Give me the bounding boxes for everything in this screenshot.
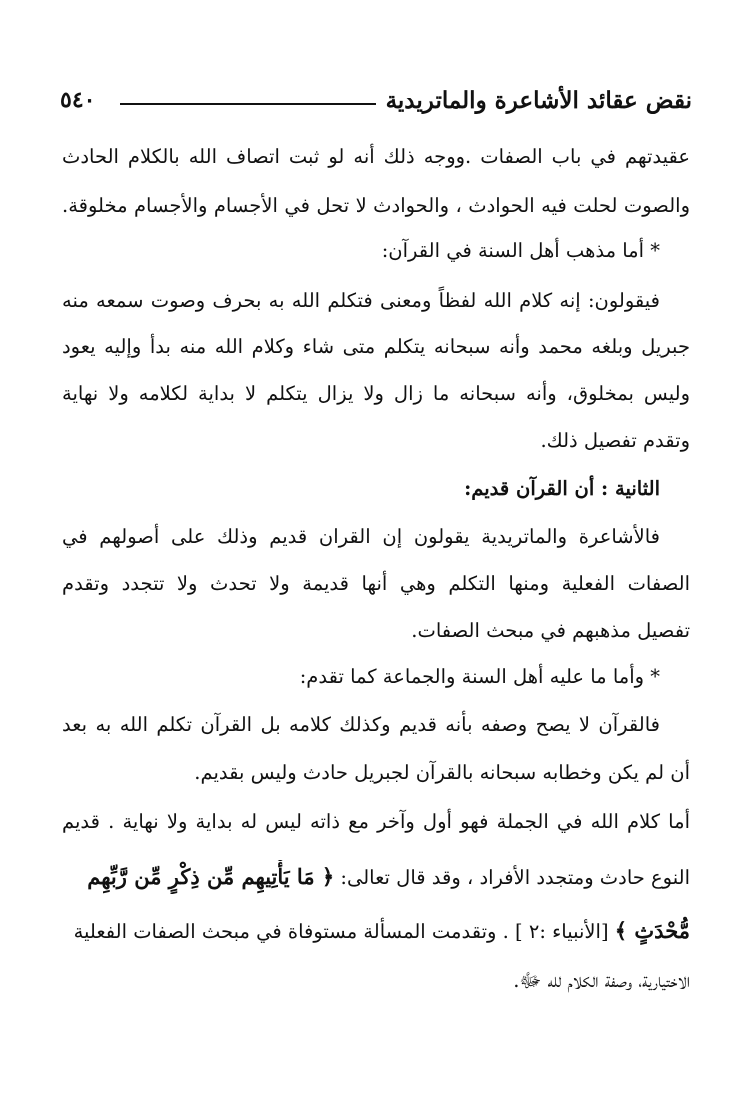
text-line bbox=[62, 860, 690, 894]
page-header bbox=[60, 80, 692, 120]
text-line: أما كلام الله في الجملة فهو أول وآخر مع ذاته ليس له بداية ولا نهاية . قديم bbox=[62, 810, 690, 833]
text-segment: [الأنبياء :٢ ] . وتقدمت المسألة مستوفاة في مبحث الصفات الفعلية bbox=[73, 920, 609, 943]
text-line: فالقرآن لا يصح وصفه بأنه قديم وكذلك كلامه بل القرآن تكلم الله به بعد bbox=[62, 713, 660, 736]
text-line bbox=[62, 914, 690, 948]
text-line: والصوت لحلت فيه الحوادث ، والحوادث لا تحل في الأجسام والأجسام مخلوقة. bbox=[62, 194, 690, 217]
section-heading: * وأما ما عليه أهل السنة والجماعة كما تقدم: bbox=[299, 665, 660, 688]
text-line: أن لم يكن وخطابه سبحانه بالقرآن لجبريل حادث وليس بقديم. bbox=[194, 761, 690, 784]
text-line: جبريل وبلغه محمد وأنه سبحانه يتكلم متى شاء وكلام الله منه بدأ وإليه يعود bbox=[62, 335, 690, 358]
text-line: وليس بمخلوق، وأنه سبحانه ما زال ولا يزال يتكلم لا بداية لكلامه ولا نهاية bbox=[62, 382, 690, 405]
text-line: الصفات الفعلية ومنها التكلم وهي أنها قديمة ولا تحدث ولا تتجدد وتقدم bbox=[62, 572, 690, 595]
section-heading: * أما مذهب أهل السنة في القرآن: bbox=[381, 239, 660, 262]
quran-verse: ﴿ مَا يَأْتِيهِم مِّن ذِكْرٍ مِّن رَّبِّهِم bbox=[87, 864, 335, 889]
text-line: فالأشاعرة والماتريدية يقولون إن القران قديم وذلك على أصولهم في bbox=[62, 525, 660, 548]
text-line: فيقولون: إنه كلام الله لفظاً ومعنى فتكلم الله به بحرف وصوت سمعه منه bbox=[62, 289, 660, 312]
text-segment: النوع حادث ومتجدد الأفراد ، وقد قال تعالى: bbox=[340, 866, 690, 889]
text-line: تفصيل مذهبهم في مبحث الصفات. bbox=[411, 619, 690, 642]
section-heading: الثانية : أن القرآن قديم: bbox=[464, 477, 660, 500]
header-rule bbox=[120, 103, 376, 105]
page-number: ٥٤٠ bbox=[60, 87, 96, 113]
text-line: الاختيارية، وصفة الكلام لله ﷻ. bbox=[513, 969, 690, 992]
text-line: عقيدتهم في باب الصفات .ووجه ذلك أنه لو ثبت اتصاف الله بالكلام الحادث bbox=[62, 145, 690, 168]
running-title: نقض عقائد الأشاعرة والماتريدية bbox=[385, 86, 692, 114]
quran-verse: مُّحْدَثٍ ﴾ bbox=[614, 918, 690, 943]
text-line: وتقدم تفصيل ذلك. bbox=[540, 429, 690, 452]
